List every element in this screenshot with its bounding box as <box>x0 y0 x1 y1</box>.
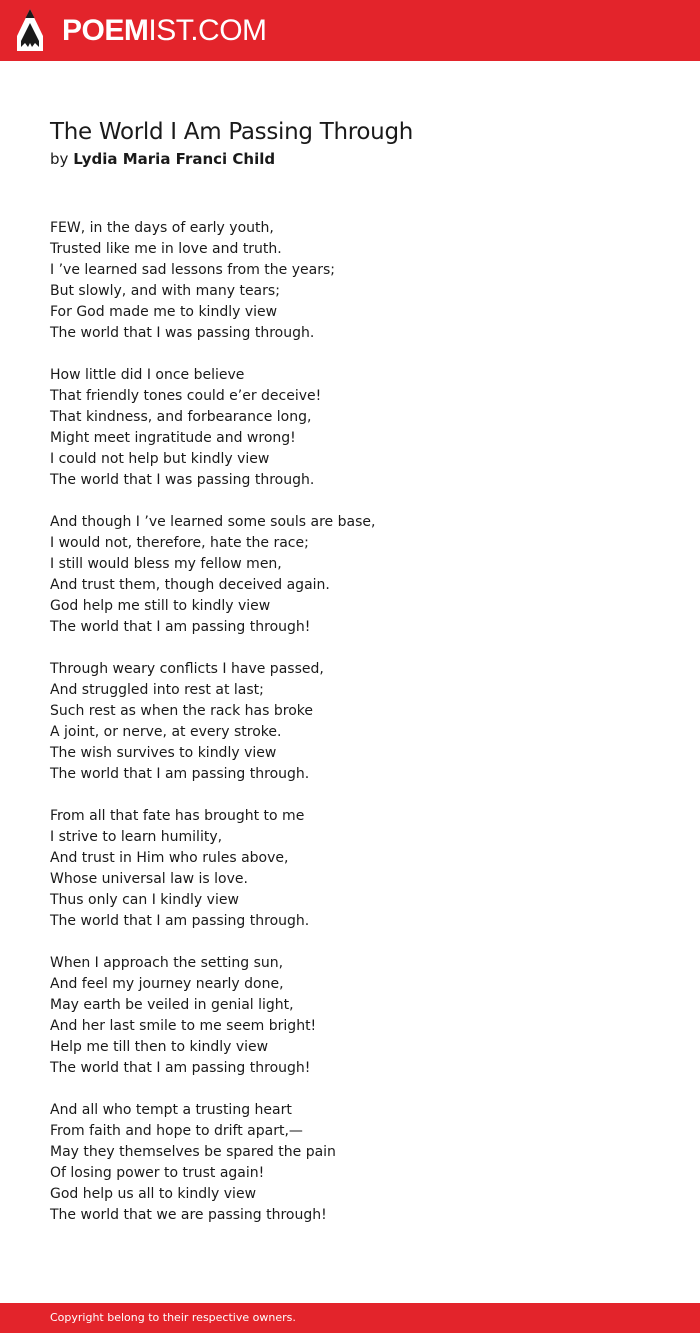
poem-line: The world that I am passing through! <box>50 1060 311 1076</box>
byline <box>50 148 275 170</box>
poem-line: From all that fate has brought to me <box>50 808 305 824</box>
poem-line: And though I ’ve learned some souls are base, <box>50 514 376 530</box>
poem-line: Such rest as when the rack has broke <box>50 703 313 719</box>
poem-line: And feel my journey nearly done, <box>50 976 284 992</box>
poem-line: But slowly, and with many tears; <box>50 283 280 299</box>
by-label: by <box>50 150 69 168</box>
poem-line: That kindness, and forbearance long, <box>50 409 312 425</box>
poem-line: God help me still to kindly view <box>50 598 271 614</box>
site-logo[interactable] <box>62 13 267 49</box>
poem-line: Help me till then to kindly view <box>50 1039 269 1055</box>
poem-line: The world that I am passing through! <box>50 619 311 635</box>
poem-line: The world that I was passing through. <box>50 325 315 341</box>
poem-line: I would not, therefore, hate the race; <box>50 535 309 551</box>
poem-line: Might meet ingratitude and wrong! <box>50 430 296 446</box>
poem-line: Trusted like me in love and truth. <box>50 241 282 257</box>
brand-bold-text: POEM <box>62 14 149 47</box>
stanza <box>50 953 650 1079</box>
pencil-icon <box>17 9 43 51</box>
poem-line: And trust them, though deceived again. <box>50 577 330 593</box>
poem-line: Of losing power to trust again! <box>50 1165 265 1181</box>
stanza <box>50 1100 650 1226</box>
poem-line: May earth be veiled in genial light, <box>50 997 294 1013</box>
poem-line: I strive to learn humility, <box>50 829 223 845</box>
poem-line: May they themselves be spared the pain <box>50 1144 336 1160</box>
poem-line: Thus only can I kindly view <box>50 892 239 908</box>
poem-line: I still would bless my fellow men, <box>50 556 282 572</box>
poem-title: The World I Am Passing Through <box>50 119 414 145</box>
stanza <box>50 806 650 932</box>
poem-line: The world that we are passing through! <box>50 1207 327 1223</box>
author-name: Lydia Maria Franci Child <box>73 150 276 168</box>
site-footer <box>0 1303 700 1333</box>
stanza <box>50 365 650 491</box>
site-header <box>0 0 700 61</box>
poem-line: Through weary conflicts I have passed, <box>50 661 324 677</box>
poem-line: How little did I once believe <box>50 367 245 383</box>
poem-line: And all who tempt a trusting heart <box>50 1102 292 1118</box>
brand-rest-text: IST.COM <box>148 14 267 47</box>
stanza <box>50 512 650 638</box>
poem-line: A joint, or nerve, at every stroke. <box>50 724 282 740</box>
poem-line: The world that I am passing through. <box>50 913 310 929</box>
poem-line: And her last smile to me seem bright! <box>50 1018 317 1034</box>
poem-line: Whose universal law is love. <box>50 871 248 887</box>
poem-line: I ’ve learned sad lessons from the years; <box>50 262 335 278</box>
poem-line: When I approach the setting sun, <box>50 955 284 971</box>
copyright-text: Copyright belong to their respective owners. <box>50 1311 296 1324</box>
poem-line: God help us all to kindly view <box>50 1186 257 1202</box>
poem-line: The wish survives to kindly view <box>50 745 277 761</box>
stanza <box>50 218 650 344</box>
poem-line: The world that I am passing through. <box>50 766 310 782</box>
poem-line: And struggled into rest at last; <box>50 682 264 698</box>
poem-line: And trust in Him who rules above, <box>50 850 289 866</box>
poem-line: The world that I was passing through. <box>50 472 315 488</box>
poem-body <box>50 218 650 1247</box>
stanza <box>50 659 650 785</box>
poem-line: That friendly tones could e’er deceive! <box>50 388 322 404</box>
poem-line: From faith and hope to drift apart,— <box>50 1123 303 1139</box>
poem-line: FEW, in the days of early youth, <box>50 220 274 236</box>
poem-line: For God made me to kindly view <box>50 304 278 320</box>
poem-line: I could not help but kindly view <box>50 451 270 467</box>
